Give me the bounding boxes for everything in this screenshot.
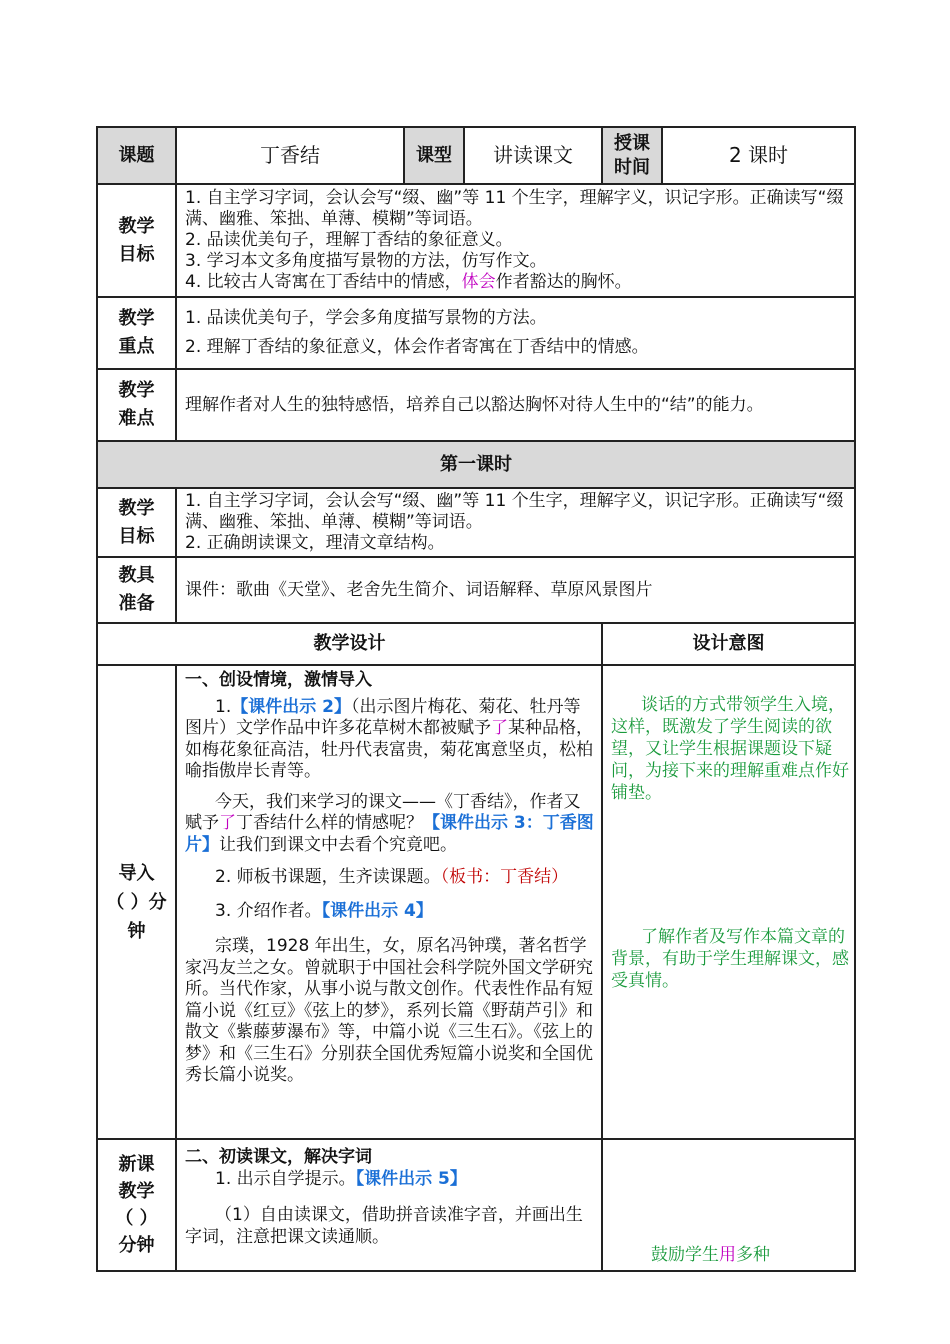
intro-paragraph: 2. 师板书课题，生齐读课题。（板书：丁香结）: [215, 867, 569, 887]
intro-paragraph: 今天，我们来学习的课文——《丁香结》，作者又赋予了丁香结什么样的情感呢？【课件出示 3：丁香图片】让我们到课文中去看个究竟吧。: [185, 791, 594, 855]
focus-content: [176, 297, 855, 369]
focus-label: 教学 重点: [97, 297, 176, 369]
lesson1-goal-item: 2. 正确朗读课文，理清文章结构。: [185, 533, 445, 553]
goals-content: [176, 184, 855, 297]
newlesson-label: 新课 教学 （ ） 分钟: [97, 1139, 176, 1271]
intro-paragraph: 1.【课件出示 2】（出示图片梅花、菊花、牡丹等图片）文学作品中许多花草树木都被赋予了某种品格，如梅花象征高洁，牡丹代表富贵，菊花寓意坚贞，松柏喻指傲岸长青等。: [185, 696, 593, 781]
goal-item: 3. 学习本文多角度描写景物的方法，仿写作文。: [185, 251, 547, 271]
focus-item: 2. 理解丁香结的象征意义，体会作者寄寓在丁香结中的情感。: [185, 337, 649, 357]
tools-label: 教具 准备: [97, 557, 176, 623]
lesson1-goal-item: 1. 自主学习字词，会认会写“缀、幽”等 11 个生字，理解字义，识记字形。正确读写“缀满、幽雅、笨拙、单薄、模糊”等词语。: [185, 491, 844, 532]
goals-label: 教学 目标: [97, 184, 176, 297]
type-label: 课型: [404, 127, 464, 184]
tools-content: 课件：歌曲《天堂》、老舍先生简介、词语解释、草原风景图片: [176, 557, 855, 623]
lesson1-goals-content: [176, 488, 855, 557]
intro-heading: 一、创设情境，激情导入: [185, 670, 372, 690]
focus-item: 1. 品读优美句子，学会多角度描写景物的方法。: [185, 308, 547, 328]
intent-note: 谈话的方式带领学生入境，这样，既激发了学生阅读的欲望，又让学生根据课题设下疑问，为接下来的理解重难点作好铺垫。: [611, 695, 849, 803]
intro-content: [176, 665, 602, 1139]
goal-item: 2. 品读优美句子，理解丁香结的象征意义。: [185, 230, 513, 250]
hours-value: 2 课时: [662, 127, 855, 184]
lesson1-goals-label: 教学 目标: [97, 488, 176, 557]
intent-note: 鼓励学生用多种: [651, 1245, 770, 1265]
intro-intent: [602, 665, 855, 1139]
difficulty-label: 教学 难点: [97, 369, 176, 441]
newlesson-heading: 二、初读课文，解决字词: [185, 1147, 372, 1167]
newlesson-content: [176, 1139, 602, 1271]
topic-label: 课题: [97, 127, 176, 184]
author-bio: 宗璞，1928 年出生，女，原名冯钟璞，著名哲学家冯友兰之女。曾就职于中国社会科学院外国文学研究所。当代作家，从事小说与散文创作。代表性作品有短篇小说《红豆》《弦上的梦》，系列长篇《野葫芦引》和散文《紫藤萝瀑布》等，中篇小说《三生石》。《弦上的梦》和《三生石》分别获全国优秀短篇小说奖和全国优秀长篇小说奖。: [185, 936, 593, 1085]
time-label: 授课 时间: [602, 127, 662, 184]
type-value: 讲读课文: [464, 127, 602, 184]
topic-value: 丁香结: [176, 127, 404, 184]
intent-note: 了解作者及写作本篇文章的背景，有助于学生理解课文，感受真情。: [611, 927, 849, 991]
difficulty-content: 理解作者对人生的独特感悟，培养自己以豁达胸怀对待人生中的“结”的能力。: [176, 369, 855, 441]
goal-item: 1. 自主学习字词，会认会写“缀、幽”等 11 个生字，理解字义，识记字形。正确读写“缀满、幽雅、笨拙、单薄、模糊”等词语。: [185, 188, 844, 229]
design-column-header: 教学设计: [97, 623, 602, 665]
goal-item-4: 4. 比较古人寄寓在丁香结中的情感，体会作者豁达的胸怀。: [185, 272, 632, 292]
newlesson-intent: [602, 1139, 855, 1271]
newlesson-step: 1. 出示自学提示。【课件出示 5】: [215, 1169, 467, 1189]
newlesson-step: （1）自由读课文，借助拼音读准字音，并画出生字词，注意把课文读通顺。: [185, 1205, 583, 1247]
lesson1-title: 第一课时: [97, 441, 855, 488]
intent-column-header: 设计意图: [602, 623, 855, 665]
lesson-plan-table: [96, 126, 854, 1272]
intro-paragraph: 3. 介绍作者。【课件出示 4】: [215, 900, 433, 921]
intro-label: 导入 （ ）分 钟: [97, 665, 176, 1139]
